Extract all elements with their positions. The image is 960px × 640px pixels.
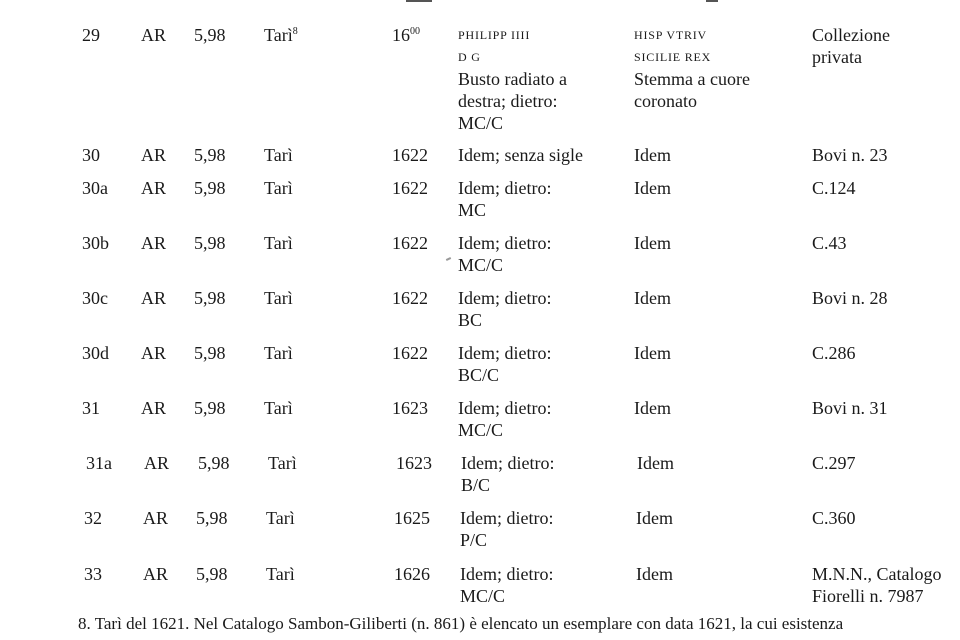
metal: AR <box>143 564 169 584</box>
top-edge-mark-left <box>406 0 432 2</box>
obverse-desc-line: Busto radiato a <box>458 69 567 89</box>
obverse-desc-line: destra; dietro: <box>458 91 558 111</box>
source-line: C.286 <box>812 343 856 363</box>
weight: 5,98 <box>194 398 226 418</box>
reverse-description: Idem <box>634 145 671 165</box>
obverse-desc-line: B/C <box>461 475 491 495</box>
source-line: C.297 <box>812 453 856 473</box>
year: 1622 <box>392 178 428 198</box>
obverse-desc-line: P/C <box>460 530 488 550</box>
reverse-description: Idem <box>634 178 671 198</box>
source-line: C.43 <box>812 233 847 253</box>
footnote-text: 8. Tarì del 1621. Nel Catalogo Sambon-Giliberti (n. 861) è elencato un esemplare con data 1621, la cui esistenza <box>78 614 844 633</box>
weight: 5,98 <box>198 453 230 473</box>
denomination: Tarì <box>264 145 293 165</box>
weight: 5,98 <box>194 178 226 198</box>
reverse-description: Idem <box>634 398 671 418</box>
catalog-number: 30d <box>82 343 109 363</box>
metal: AR <box>141 178 167 198</box>
source-line: Collezione <box>812 25 890 45</box>
weight: 5,98 <box>194 145 226 165</box>
obverse-description <box>458 287 551 331</box>
source-line: Bovi n. 23 <box>812 145 888 165</box>
source-reference <box>812 452 856 474</box>
footnote-ref: 8 <box>292 26 298 37</box>
obverse-description <box>461 452 554 496</box>
source-line: M.N.N., Catalogo <box>812 564 942 584</box>
catalog-number: 31 <box>82 398 100 418</box>
year: 1622 <box>392 145 428 165</box>
obverse-description <box>458 177 551 221</box>
obverse-desc-line: Idem; dietro: <box>461 453 555 473</box>
obverse-desc-line: MC/C <box>458 255 504 275</box>
denomination: Tarì <box>268 453 297 473</box>
weight: 5,98 <box>194 288 226 308</box>
obverse-description <box>458 342 551 386</box>
obverse-desc-line: Idem; dietro: <box>460 564 554 584</box>
denomination: Tarì <box>264 178 293 198</box>
denomination: Tarì <box>264 398 293 418</box>
obverse-description <box>458 232 551 276</box>
source-reference <box>812 397 888 419</box>
metal: AR <box>141 145 167 165</box>
top-edge-mark-right <box>706 0 718 2</box>
catalog-number: 32 <box>84 508 102 528</box>
denomination: Tarì <box>264 288 293 308</box>
weight: 5,98 <box>194 343 226 363</box>
catalog-number: 29 <box>82 25 100 45</box>
metal: AR <box>141 343 167 363</box>
source-reference <box>812 342 856 364</box>
source-line: Bovi n. 28 <box>812 288 888 308</box>
year: 1623 <box>396 453 432 473</box>
obverse-desc-line: Idem; dietro: <box>458 343 552 363</box>
year: 1622 <box>392 343 428 363</box>
denomination-text: Tarì <box>264 25 293 45</box>
obverse-desc-line: BC/C <box>458 365 500 385</box>
metal: AR <box>143 508 169 528</box>
obverse-desc-line: Idem; dietro: <box>458 233 552 253</box>
obverse-desc-line: MC <box>458 200 487 220</box>
obverse-desc-line: Idem; dietro: <box>458 288 552 308</box>
obverse-desc-line: BC <box>458 310 483 330</box>
denomination: Tarì <box>264 233 293 253</box>
reverse-description: Idem <box>637 453 674 473</box>
source-reference <box>812 507 856 529</box>
year: 1623 <box>392 398 428 418</box>
obverse-description <box>458 24 567 134</box>
source-reference <box>812 287 888 309</box>
obverse-description <box>460 507 553 551</box>
obverse-desc-line: MC/C <box>460 586 506 606</box>
source-line: privata <box>812 47 862 67</box>
reverse-desc-line: Stemma a cuore <box>634 69 750 89</box>
source-line: Fiorelli n. 7987 <box>812 586 924 606</box>
metal: AR <box>141 233 167 253</box>
reverse-description: Idem <box>634 343 671 363</box>
source-line: C.360 <box>812 508 856 528</box>
metal: AR <box>144 453 170 473</box>
catalog-number: 30a <box>82 178 108 198</box>
year <box>392 24 420 46</box>
source-reference <box>812 563 942 607</box>
reverse-description: Idem <box>634 288 671 308</box>
reverse-description: Idem <box>636 564 673 584</box>
denomination <box>264 24 298 46</box>
obverse-desc-line: MC/C <box>458 113 504 133</box>
scan-speck <box>446 257 451 261</box>
obverse-desc-line: Idem; senza sigle <box>458 145 583 165</box>
weight: 5,98 <box>196 508 228 528</box>
year: 1625 <box>394 508 430 528</box>
denomination: Tarì <box>264 343 293 363</box>
year: 1622 <box>392 288 428 308</box>
catalog-number: 31a <box>86 453 112 473</box>
weight: 5,98 <box>194 25 226 45</box>
source-line: C.124 <box>812 178 856 198</box>
source-reference <box>812 24 890 68</box>
weight: 5,98 <box>196 564 228 584</box>
reverse-legend-2: SICILIE REX <box>634 50 712 64</box>
reverse-legend-1: HISP VTRIV <box>634 28 708 42</box>
weight: 5,98 <box>194 233 226 253</box>
source-reference <box>812 177 856 199</box>
metal: AR <box>141 25 167 45</box>
obverse-legend-1: PHILIPP IIII <box>458 28 531 42</box>
denomination: Tarì <box>266 564 295 584</box>
source-reference <box>812 232 847 254</box>
obverse-desc-line: Idem; dietro: <box>460 508 554 528</box>
catalog-number: 33 <box>84 564 102 584</box>
reverse-description: Idem <box>634 233 671 253</box>
obverse-desc-line: MC/C <box>458 420 504 440</box>
catalog-number: 30c <box>82 288 108 308</box>
catalog-number: 30b <box>82 233 109 253</box>
source-line: Bovi n. 31 <box>812 398 888 418</box>
obverse-description <box>460 563 553 607</box>
obverse-description <box>458 144 583 166</box>
reverse-desc-line: coronato <box>634 91 697 111</box>
footnote <box>78 612 960 636</box>
obverse-legend-2: D G <box>458 50 481 64</box>
reverse-description <box>634 24 750 112</box>
obverse-desc-line: Idem; dietro: <box>458 398 552 418</box>
obverse-description <box>458 397 551 441</box>
denomination: Tarì <box>266 508 295 528</box>
reverse-description: Idem <box>636 508 673 528</box>
year: 1622 <box>392 233 428 253</box>
catalog-number: 30 <box>82 145 100 165</box>
obverse-desc-line: Idem; dietro: <box>458 178 552 198</box>
metal: AR <box>141 288 167 308</box>
metal: AR <box>141 398 167 418</box>
year-superscript: 00 <box>410 26 420 37</box>
year-text: 16 <box>392 25 410 45</box>
year: 1626 <box>394 564 430 584</box>
source-reference <box>812 144 888 166</box>
